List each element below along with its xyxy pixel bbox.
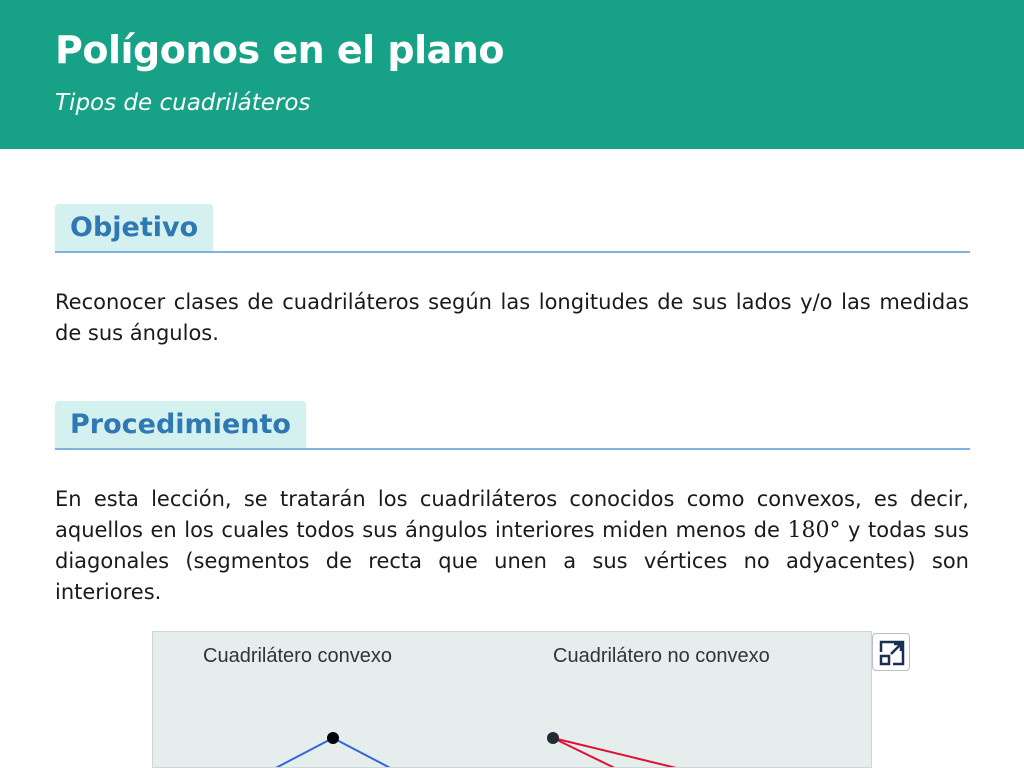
convex-side-left xyxy=(268,738,333,768)
angle-value: 180° xyxy=(787,518,841,543)
convex-side-right xyxy=(333,738,398,768)
page-title: Polígonos en el plano xyxy=(55,28,504,72)
page-header xyxy=(0,0,1024,149)
expand-icon xyxy=(877,638,907,668)
objective-heading: Objetivo xyxy=(55,204,213,251)
convex-vertex[interactable] xyxy=(327,732,339,744)
page-subtitle: Tipos de cuadriláteros xyxy=(55,90,311,116)
nonconvex-side-b xyxy=(553,738,693,768)
geometry-applet[interactable] xyxy=(152,631,872,768)
procedure-section-header xyxy=(55,401,970,450)
procedure-text-after: y todas sus diagonales (segmentos de recta que unen a sus vértices no adyacentes) son interiores. xyxy=(55,518,969,604)
objective-text: Reconocer clases de cuadriláteros según las longitudes de sus lados y/o las medidas de sus ángulos. xyxy=(55,290,969,345)
nonconvex-vertex[interactable] xyxy=(547,732,559,744)
convex-label: Cuadrilátero convexo xyxy=(203,645,392,667)
procedure-text-before: En esta lección, se tratarán los cuadriláteros conocidos como convexos, es decir, aquellos en los cuales todos sus ángulos interiores miden menos de xyxy=(55,487,969,542)
fullscreen-button[interactable] xyxy=(872,633,910,671)
procedure-heading: Procedimiento xyxy=(55,401,306,448)
nonconvex-label: Cuadrilátero no convexo xyxy=(553,645,770,667)
objective-section-header xyxy=(55,204,970,253)
procedure-text xyxy=(55,484,969,608)
